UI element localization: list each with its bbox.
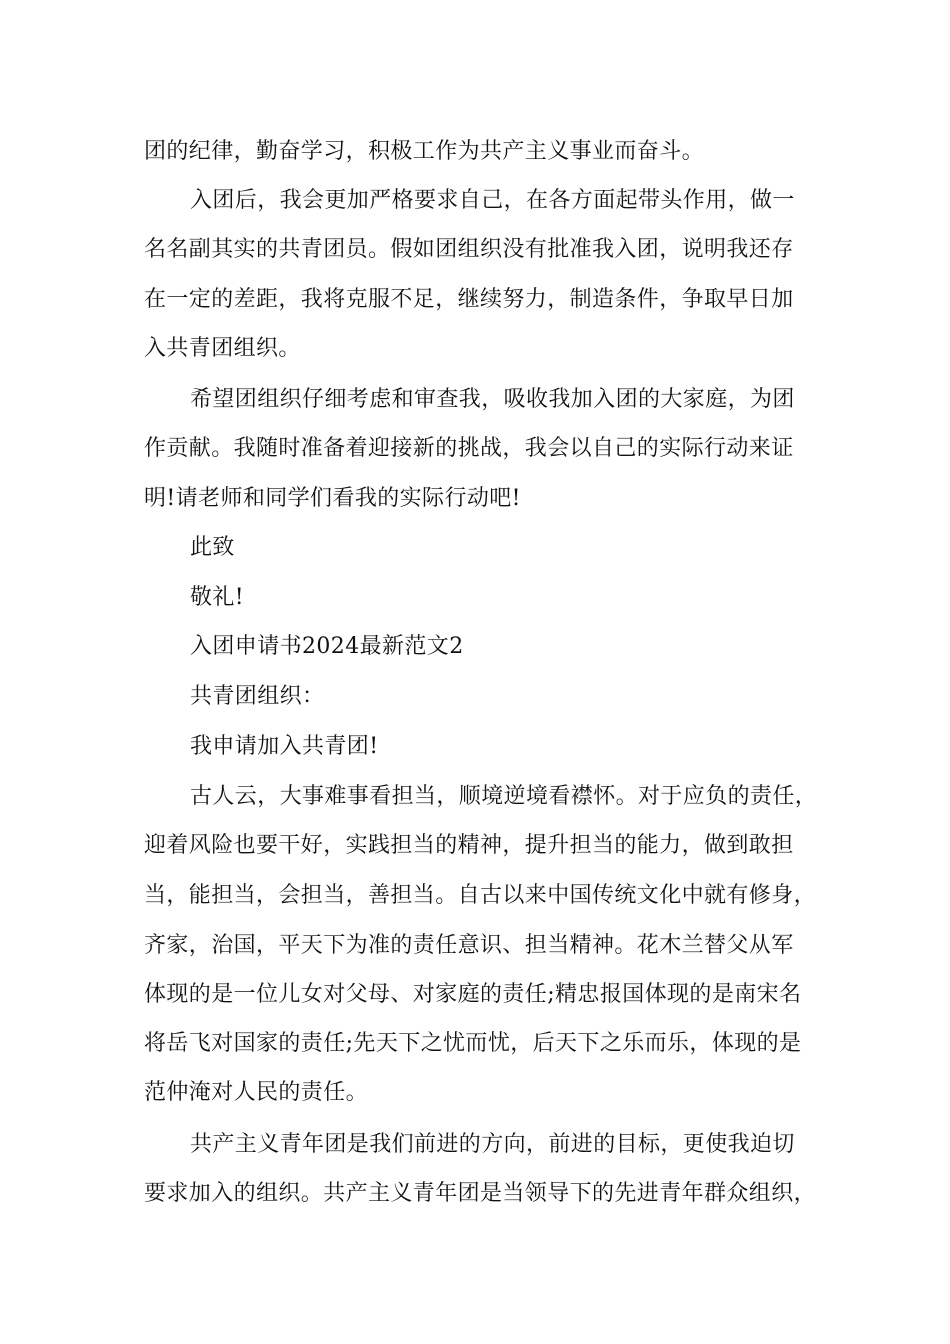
closing-regards: 敬礼!	[190, 585, 245, 610]
request-line: 我申请加入共青团!	[190, 734, 379, 759]
text-line: 迎着风险也要干好，实践担当的精神，提升担当的能力，做到敢担	[144, 833, 794, 858]
paragraph-start-line: 古人云，大事难事看担当，顺境逆境看襟怀。对于应负的责任，	[190, 784, 818, 809]
text-line: 要求加入的组织。共产主义青年团是当领导下的先进青年群众组织，	[144, 1181, 817, 1206]
text-line: 作贡献。我随时准备着迎接新的挑战，我会以自己的实际行动来证	[144, 436, 794, 461]
paragraph-start-line: 共产主义青年团是我们前进的方向，前进的目标，更使我迫切	[190, 1132, 795, 1157]
section-heading: 入团申请书2024最新范文2	[190, 634, 464, 659]
text-line: 齐家，治国，平天下为准的责任意识、担当精神。花木兰替父从军	[144, 933, 794, 958]
text-line: 体现的是一位儿女对父母、对家庭的责任;精忠报国体现的是南宋名	[144, 982, 802, 1007]
text-line: 范仲淹对人民的责任。	[144, 1080, 369, 1105]
text-line: 在一定的差距，我将克服不足，继续努力，制造条件，争取早日加	[144, 287, 794, 312]
text-line: 明!请老师和同学们看我的实际行动吧!	[144, 486, 521, 511]
text-line: 入共青团组织。	[144, 336, 301, 361]
text-line: 团的纪律，勤奋学习，积极工作为共产主义事业而奋斗。	[144, 139, 705, 164]
text-line: 将岳飞对国家的责任;先天下之忧而忧，后天下之乐而乐，体现的是	[144, 1031, 802, 1056]
addressee-line: 共青团组织：	[190, 684, 325, 709]
text-line: 名名副其实的共青团员。假如团组织没有批准我入团，说明我还存	[144, 237, 794, 262]
closing-salutation: 此致	[190, 535, 235, 560]
paragraph-start-line: 入团后，我会更加严格要求自己，在各方面起带头作用，做一	[190, 188, 795, 213]
text-line: 当，能担当，会担当，善担当。自古以来中国传统文化中就有修身，	[144, 883, 817, 908]
paragraph-start-line: 希望团组织仔细考虑和审查我，吸收我加入团的大家庭，为团	[190, 387, 795, 412]
